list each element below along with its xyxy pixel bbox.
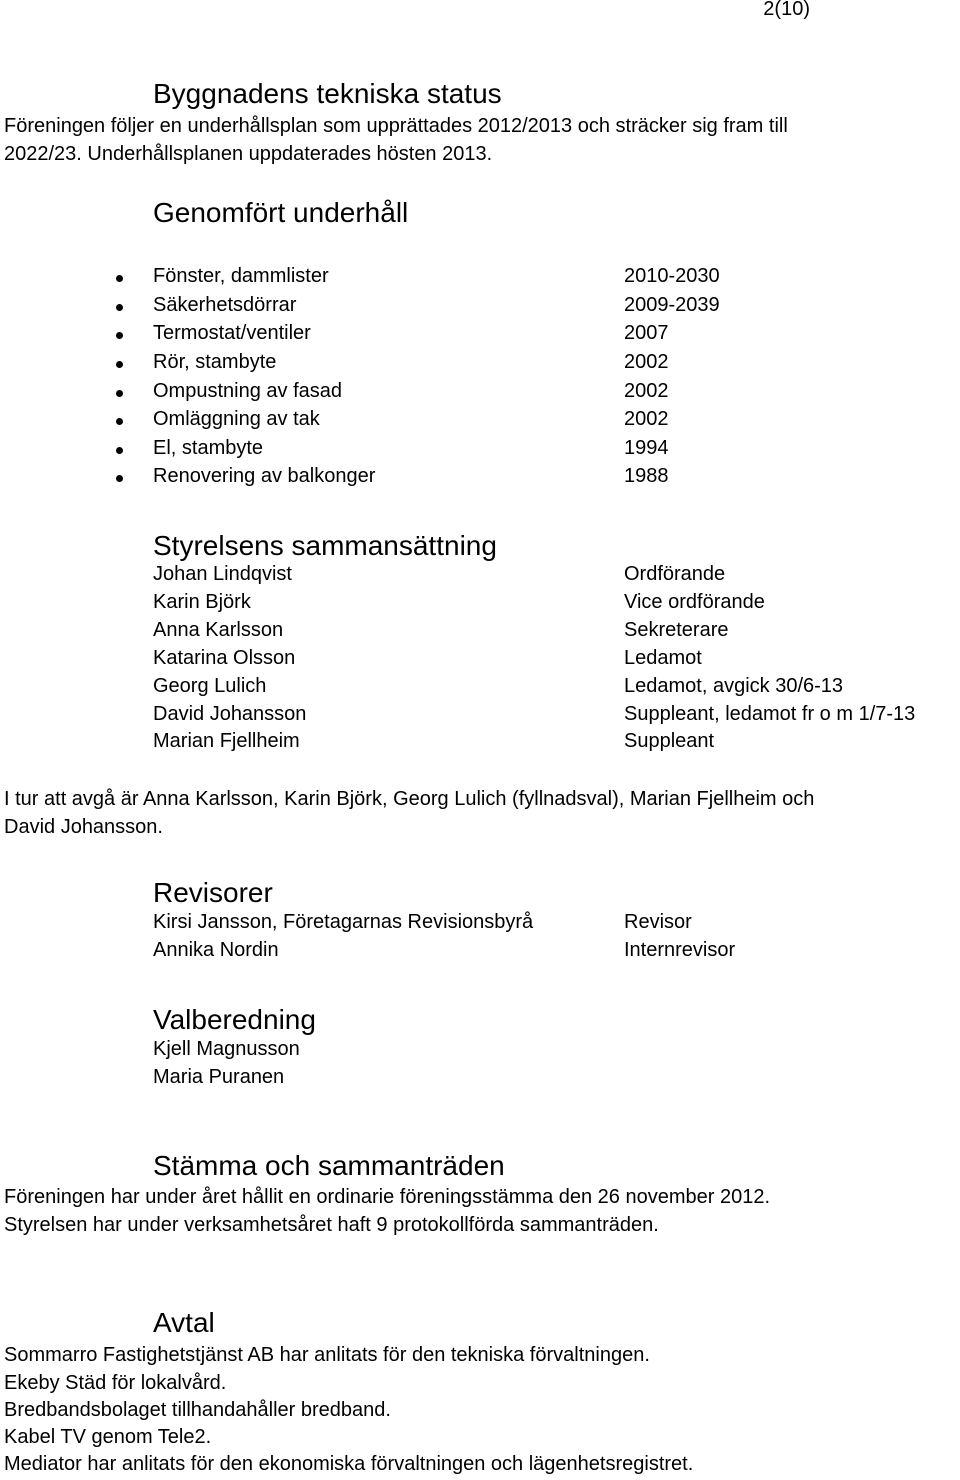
- auditor-name: Annika Nordin: [153, 939, 279, 961]
- maintenance-item: [0, 265, 960, 293]
- paragraph-line: I tur att avgå är Anna Karlsson, Karin Björk, Georg Lulich (fyllnadsval), Marian Fjellheim och: [4, 788, 815, 810]
- maintenance-item: [0, 351, 960, 379]
- nomination-member-name: Kjell Magnusson: [153, 1038, 300, 1060]
- maintenance-label: Renovering av balkonger: [153, 465, 376, 487]
- member-role: Vice ordförande: [624, 591, 765, 613]
- maintenance-year: 1988: [624, 465, 669, 487]
- maintenance-year: 2002: [624, 380, 669, 402]
- bullet-icon: [116, 475, 123, 482]
- maintenance-label: Omläggning av tak: [153, 408, 320, 430]
- auditor-row: [0, 911, 960, 939]
- auditor-name: Kirsi Jansson, Företagarnas Revisionsbyrå: [153, 911, 534, 933]
- maintenance-item: [0, 465, 960, 493]
- member-name: Katarina Olsson: [153, 647, 296, 669]
- bullet-icon: [116, 275, 123, 282]
- section-heading-avtal: Avtal: [153, 1307, 215, 1338]
- paragraph-line: Mediator har anlitats för den ekonomiska förvaltningen och lägenhetsregistret.: [4, 1453, 694, 1475]
- auditor-role: Internrevisor: [624, 939, 736, 961]
- bullet-icon: [116, 447, 123, 454]
- paragraph-line: Bredbandsbolaget tillhandahåller bredband.: [4, 1399, 391, 1421]
- maintenance-item: [0, 437, 960, 465]
- nomination-member-row: [0, 1066, 960, 1094]
- section-heading-valberedning: Valberedning: [153, 1004, 316, 1035]
- auditor-row: [0, 939, 960, 967]
- maintenance-year: 2002: [624, 408, 669, 430]
- bullet-icon: [116, 361, 123, 368]
- paragraph-line: Föreningen har under året hållit en ordinarie föreningsstämma den 26 november 2012.: [4, 1186, 771, 1208]
- maintenance-year: 2002: [624, 351, 669, 373]
- section-heading-revisorer: Revisorer: [153, 877, 273, 908]
- maintenance-label: Termostat/ventiler: [153, 322, 311, 344]
- bullet-icon: [116, 390, 123, 397]
- nomination-member-name: Maria Puranen: [153, 1066, 285, 1088]
- paragraph-line: Styrelsen har under verksamhetsåret haft 9 protokollförda sammanträden.: [4, 1214, 659, 1236]
- member-role: Ordförande: [624, 563, 726, 585]
- member-name: Johan Lindqvist: [153, 563, 292, 585]
- paragraph-line: David Johansson.: [4, 816, 163, 838]
- maintenance-label: Fönster, dammlister: [153, 265, 329, 287]
- bullet-icon: [116, 332, 123, 339]
- member-role: Ledamot, avgick 30/6-13: [624, 675, 844, 697]
- maintenance-label: El, stambyte: [153, 437, 264, 459]
- section-heading-stamma: Stämma och sammanträden: [153, 1150, 505, 1181]
- member-role: Sekreterare: [624, 619, 729, 641]
- maintenance-year: 2010-2030: [624, 265, 720, 287]
- maintenance-label: Säkerhetsdörrar: [153, 294, 297, 316]
- maintenance-item: [0, 408, 960, 436]
- maintenance-item: [0, 294, 960, 322]
- maintenance-item: [0, 380, 960, 408]
- maintenance-year: 1994: [624, 437, 669, 459]
- auditor-role: Revisor: [624, 911, 692, 933]
- maintenance-year: 2009-2039: [624, 294, 720, 316]
- bullet-icon: [116, 304, 123, 311]
- member-name: Karin Björk: [153, 591, 251, 613]
- board-member-row: [0, 703, 960, 731]
- member-role: Ledamot: [624, 647, 702, 669]
- paragraph-line: Sommarro Fastighetstjänst AB har anlitats för den tekniska förvaltningen.: [4, 1344, 650, 1366]
- paragraph-line: Kabel TV genom Tele2.: [4, 1426, 212, 1448]
- maintenance-label: Ompustning av fasad: [153, 380, 342, 402]
- board-member-row: [0, 619, 960, 647]
- nomination-member-row: [0, 1038, 960, 1066]
- maintenance-label: Rör, stambyte: [153, 351, 277, 373]
- board-member-row: [0, 675, 960, 703]
- page-number: 2(10): [763, 0, 810, 20]
- member-name: Marian Fjellheim: [153, 730, 300, 752]
- board-member-row: [0, 591, 960, 619]
- paragraph-line: Ekeby Städ för lokalvård.: [4, 1372, 227, 1394]
- maintenance-item: [0, 322, 960, 350]
- section-heading-underhall: Genomfört underhåll: [153, 197, 409, 228]
- maintenance-year: 2007: [624, 322, 669, 344]
- paragraph-line: 2022/23. Underhållsplanen uppdaterades hösten 2013.: [4, 143, 493, 165]
- board-member-row: [0, 730, 960, 758]
- paragraph-line: Föreningen följer en underhållsplan som upprättades 2012/2013 och sträcker sig fram till: [4, 115, 788, 137]
- board-member-row: [0, 563, 960, 591]
- section-heading-styrelse: Styrelsens sammansättning: [153, 530, 497, 561]
- member-name: David Johansson: [153, 703, 307, 725]
- section-heading-tekniska-status: Byggnadens tekniska status: [153, 78, 502, 109]
- member-name: Georg Lulich: [153, 675, 267, 697]
- member-role: Suppleant, ledamot fr o m 1/7-13: [624, 703, 916, 725]
- member-role: Suppleant: [624, 730, 715, 752]
- member-name: Anna Karlsson: [153, 619, 284, 641]
- board-member-row: [0, 647, 960, 675]
- bullet-icon: [116, 418, 123, 425]
